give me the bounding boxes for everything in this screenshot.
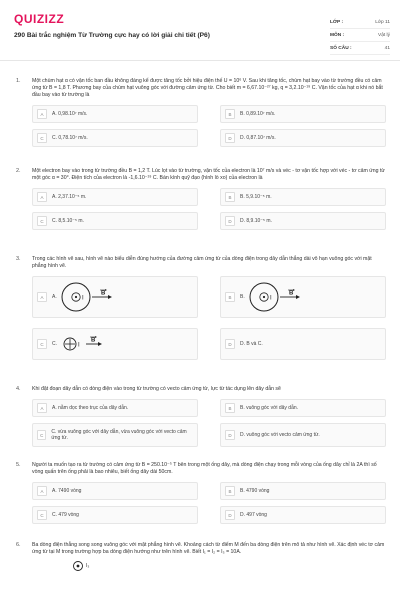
option-d[interactable]	[220, 212, 386, 230]
question-number: 6.	[16, 542, 21, 548]
option-c[interactable]	[32, 129, 198, 147]
option-letter: B	[225, 403, 235, 413]
current-label: I	[81, 295, 84, 302]
current-wire-icon	[72, 560, 84, 572]
option-letter: B	[225, 486, 235, 496]
question-number: 1.	[16, 78, 21, 84]
option-d[interactable]	[220, 423, 386, 447]
option-label: C. vừa vuông góc với dây dẫn, vừa vuông góc với vecto cảm ứng từ.	[51, 429, 187, 441]
option-d[interactable]	[220, 328, 386, 360]
option-figure	[240, 280, 318, 314]
option-a[interactable]	[32, 105, 198, 123]
option-d[interactable]	[220, 506, 386, 524]
option-label: D. 8,9.10⁻⁵ m.	[240, 218, 272, 224]
option-label: D. 497 vòng	[240, 512, 267, 518]
option-letter: C	[37, 216, 47, 226]
option-b[interactable]	[220, 105, 386, 123]
option-b[interactable]	[220, 276, 386, 318]
meta-label: MÔN :	[330, 32, 345, 38]
question-text: Một chùm hạt α có vận tốc ban đầu không đáng kể được tăng tốc bởi hiệu điện thế U = 10⁶ V. Sau khi tăng tốc, chùm hạt bay vào từ trường đều có cảm ứng từ B = 1,8 T. Phương bay của chùm hạt vuông góc với đường cảm ứng từ. Cho biết m = 6,67.10⁻²⁷ kg, q = 3,2.10⁻¹⁹ C. Vận tốc của hạt α khi nó bắt đầu bay vào từ trường là	[32, 78, 383, 98]
option-letter: B	[225, 109, 235, 119]
option-letter: D	[225, 216, 235, 226]
option-letter: C	[37, 430, 46, 440]
option-a[interactable]	[32, 482, 198, 500]
quizizz-logo: QUIZIZZ	[14, 12, 65, 26]
question-text: Khi đặt đoạn dây dẫn có dòng điện vào trong từ trường có vecto cảm ứng từ, lực từ tác dụng lên dây dẫn sẽ	[32, 386, 281, 392]
option-label: D. vuông góc với vecto cảm ứng từ.	[240, 432, 320, 438]
option-label: D. 0,87.10⁷ m/s.	[240, 135, 276, 141]
vector-label: B	[288, 290, 294, 297]
meta-panel	[330, 16, 390, 55]
meta-label: SỐ CÂU :	[330, 45, 352, 51]
question-number: 2.	[16, 168, 21, 174]
question-3	[16, 256, 386, 360]
meta-label: LỚP :	[330, 19, 344, 25]
option-b[interactable]	[220, 399, 386, 417]
question-number: 5.	[16, 462, 21, 468]
meta-value: 41	[384, 45, 390, 51]
option-b[interactable]	[220, 188, 386, 206]
question-text: Người ta muốn tạo ra từ trường có cảm ứng từ B = 250.10⁻⁵ T bên trong một ống dây, mà dòng điện chạy trong mỗi vòng của ống dây chỉ là 2A thì số vòng quấn trên ống phải là bao nhiêu, biết ống dây dài 50cm.	[32, 462, 377, 475]
option-label: A. 2,37.10⁻⁵ m.	[52, 194, 87, 200]
options-grid	[32, 188, 386, 230]
question-6	[16, 542, 386, 572]
option-c[interactable]	[32, 506, 198, 524]
option-letter: A	[37, 109, 47, 119]
magnetic-field-diagram-icon	[60, 280, 130, 314]
question-2	[16, 168, 386, 230]
option-letter: C	[37, 510, 47, 520]
meta-row-count	[330, 42, 390, 55]
meta-value: Lớp 11	[375, 19, 390, 25]
option-d[interactable]	[220, 129, 386, 147]
option-label: A. 0,98.10⁷ m/s.	[52, 111, 88, 117]
option-label: C. 0,78.10⁷ m/s.	[52, 135, 88, 141]
option-label: B. vuông góc với dây dẫn.	[240, 405, 299, 411]
option-label: C. 479 vòng	[52, 512, 79, 518]
option-letter: D	[225, 339, 235, 349]
header	[0, 0, 400, 61]
vector-label: B	[100, 290, 106, 297]
option-label: A.	[52, 294, 57, 300]
meta-row-class	[330, 16, 390, 29]
option-letter: C	[37, 133, 47, 143]
option-letter: D	[225, 430, 235, 440]
question-text: Một electron bay vào trong từ trường đều B = 1,2 T. Lúc lọt vào từ trường, vận tốc của electron là 10⁷ m/s và véc - tơ vận tốc hợp với véc - tơ cảm ứng từ một góc α = 30°. Điện tích của electron là -1,6.10⁻¹⁹ C. Bán kính quỹ đạo (hình lò xo) của electron là	[32, 168, 385, 181]
option-label: B.	[240, 294, 245, 300]
magnetic-field-diagram-icon	[248, 280, 318, 314]
current-label: I	[269, 295, 272, 302]
option-letter: D	[225, 510, 235, 520]
question-text: Ba dòng điện thẳng song song vuông góc với mặt phẳng hình vẽ. Khoảng cách từ điểm M đến ba dòng điện trên mô tả như hình vẽ. Xác định véc tơ cảm ứng từ tại M trong trường hợp ba dòng điện hướng như trên hình vẽ. Biết I₁ = I₂ = I₃ = 10A.	[32, 542, 385, 555]
option-c[interactable]	[32, 423, 198, 447]
vector-label: B	[91, 337, 96, 344]
option-a[interactable]	[32, 399, 198, 417]
option-figure	[52, 332, 120, 356]
meta-value: Vật lý	[378, 32, 390, 38]
option-label: B. 5,9.10⁻⁵ m.	[240, 194, 272, 200]
option-letter: A	[37, 403, 47, 413]
question-number: 4.	[16, 386, 21, 392]
option-label: B. 4790 vòng	[240, 488, 270, 494]
option-letter: D	[225, 133, 235, 143]
option-label: C.	[52, 341, 57, 347]
option-letter: B	[225, 292, 235, 302]
option-label: B. 0,89.10⁷ m/s.	[240, 111, 276, 117]
option-c[interactable]	[32, 212, 198, 230]
question-number: 3.	[16, 256, 21, 262]
options-grid	[32, 276, 386, 360]
page-title: 290 Bài trắc nghiệm Từ Trường cực hay có lời giải chi tiết (P6)	[14, 32, 210, 39]
option-letter: A	[37, 192, 47, 202]
options-grid	[32, 482, 386, 524]
option-a[interactable]	[32, 276, 198, 318]
question-text: Trong các hình vẽ sau, hình vẽ nào biểu diễn đúng hướng của đường cảm ứng từ của dòng điện trong dây dẫn thẳng dài vô hạn vuông góc với mặt phẳng hình vẽ.	[32, 256, 372, 269]
meta-row-subject	[330, 29, 390, 42]
option-a[interactable]	[32, 188, 198, 206]
option-b[interactable]	[220, 482, 386, 500]
current-into-page-diagram-icon	[60, 332, 120, 356]
option-label: D. B và C.	[240, 341, 263, 347]
option-letter: A	[37, 486, 47, 496]
question-figure	[72, 560, 386, 572]
option-letter: A	[37, 292, 47, 302]
option-label: A. 7490 vòng	[52, 488, 82, 494]
question-4	[16, 386, 386, 447]
option-figure	[52, 280, 130, 314]
options-grid	[32, 105, 386, 147]
option-letter: C	[37, 339, 47, 349]
current-label: I₃	[86, 563, 90, 569]
current-label: I	[78, 342, 80, 349]
option-c[interactable]	[32, 328, 198, 360]
options-grid	[32, 399, 386, 447]
question-5	[16, 462, 386, 524]
option-label: C. 8,5.10⁻⁵ m.	[52, 218, 84, 224]
question-1	[16, 78, 386, 147]
option-label: A. nằm dọc theo trục của dây dẫn.	[52, 405, 129, 411]
option-letter: B	[225, 192, 235, 202]
